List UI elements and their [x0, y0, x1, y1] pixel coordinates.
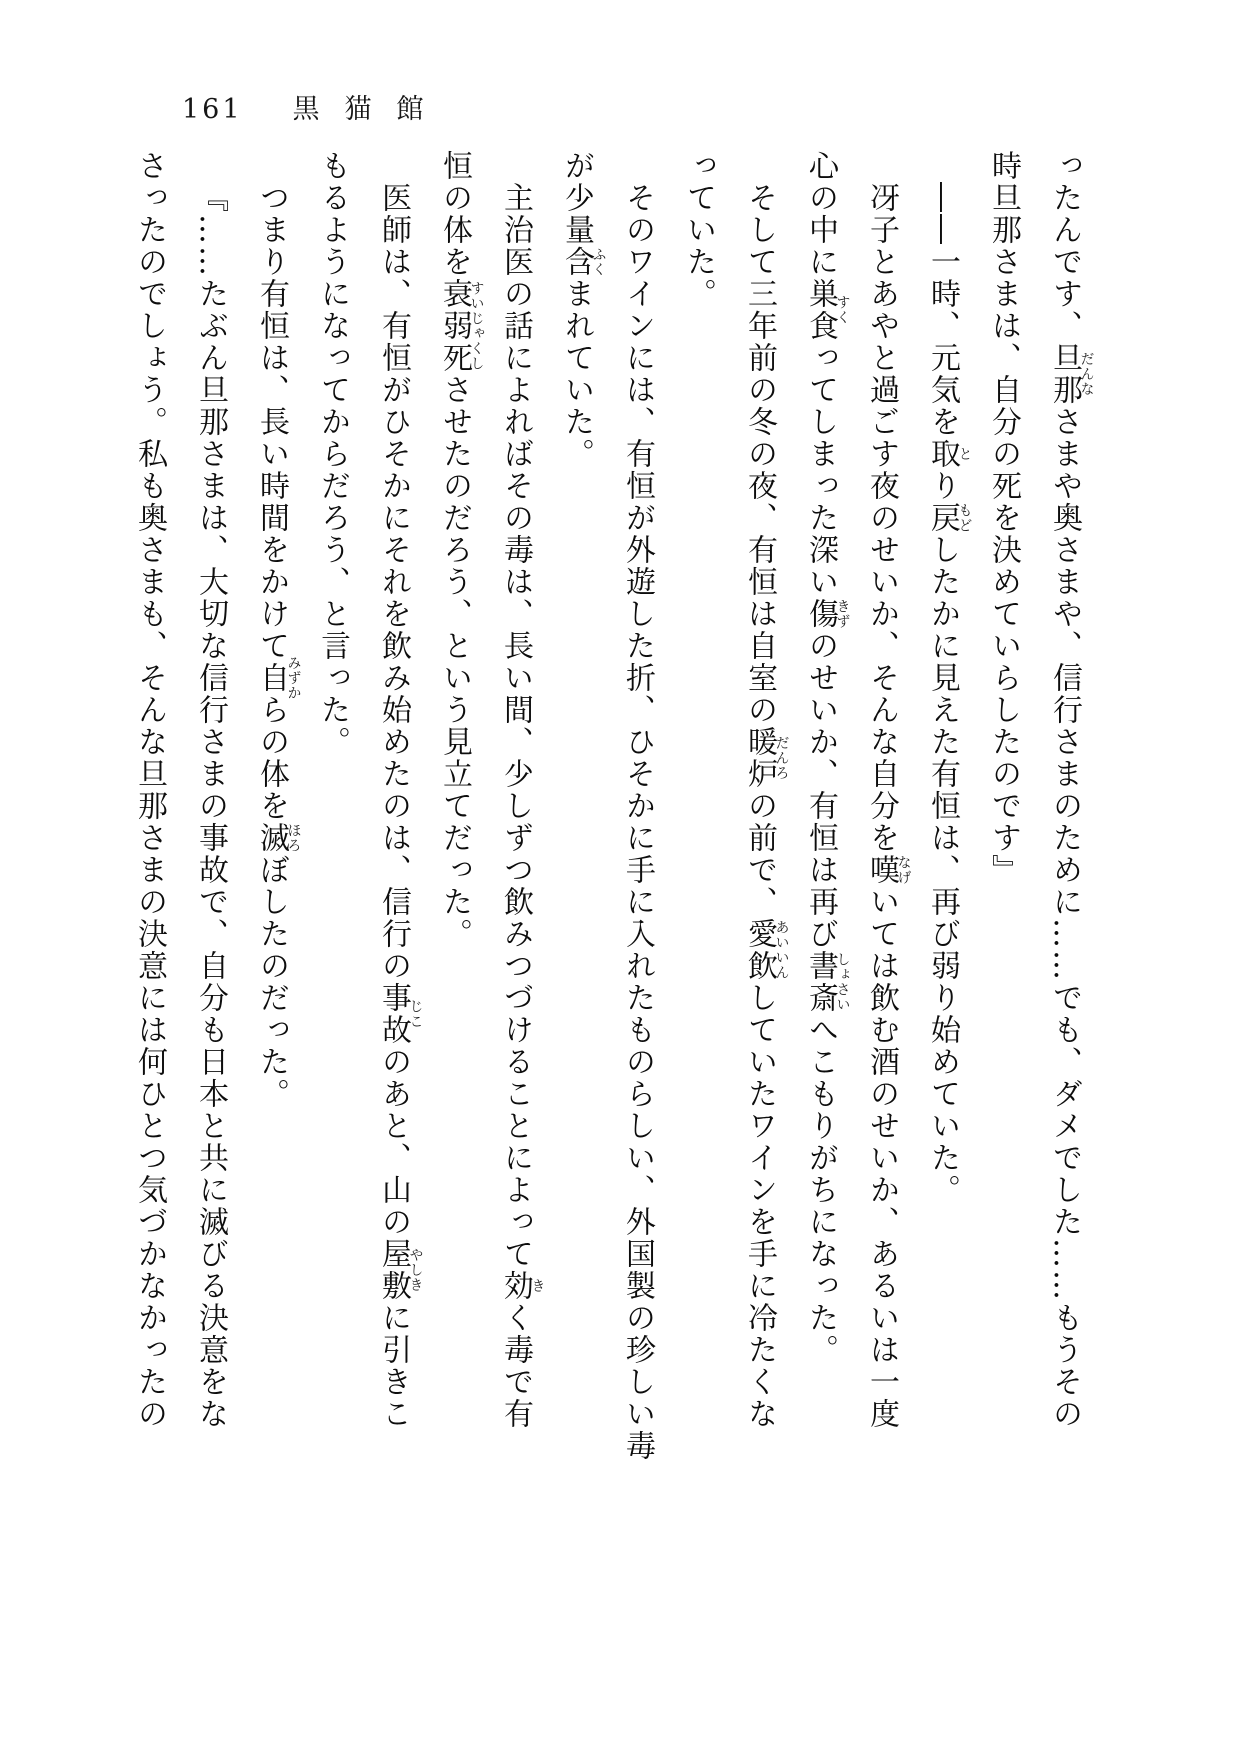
ruby-annotated-word: 書斎しょさい — [803, 950, 851, 1014]
furigana: やしき — [407, 1238, 424, 1302]
furigana: しょさい — [834, 950, 851, 1014]
ruby-annotated-word: 衰弱死すいじゃくし — [437, 278, 485, 374]
furigana: もど — [956, 502, 973, 534]
text-line: さったのでしょう。私も奥さまも、そんな旦那さまの決意には何ひとつ気づかなかったの — [132, 150, 167, 1430]
furigana: き — [529, 1270, 546, 1302]
text-line: そして三年前の冬の夜、有恒は自室の暖炉だんろの前で、愛飲あいいんしていたワインを手に冷たくな — [742, 182, 790, 1430]
ruby-annotated-word: 嘆なげ — [864, 854, 912, 886]
ruby-annotated-word: 事故じこ — [376, 982, 424, 1046]
furigana: あいいん — [773, 918, 790, 982]
furigana: じこ — [407, 982, 424, 1046]
text-line: 恒の体を衰弱死すいじゃくしさせたのだろう、という見立てだった。 — [437, 150, 485, 950]
text-line: 主治医の話によればその毒は、長い間、少しずつ飲みつづけることによって効きく毒で有 — [498, 182, 546, 1430]
ruby-annotated-word: 含ふく — [559, 246, 607, 278]
running-head — [182, 96, 449, 123]
text-line: が少量含ふくまれていた。 — [559, 150, 607, 470]
text-line: 『……たぶん旦那さまは、大切な信行さまの事故で、自分も日本と共に滅びる決意をな — [193, 182, 228, 1430]
furigana: だんろ — [773, 726, 790, 790]
text-block — [119, 150, 1095, 1495]
ruby-annotated-word: 戻もど — [925, 502, 973, 534]
furigana: だんな — [1078, 342, 1095, 406]
ruby-annotated-word: 巣食すく — [803, 278, 851, 342]
text-line: つまり有恒は、長い時間をかけて自みずからの体を滅ほろぼしたのだった。 — [254, 182, 302, 1110]
text-line: ――一時、元気を取とり戻もどしたかに見えた有恒は、再び弱り始めていた。 — [925, 182, 973, 1206]
text-line: そのワインには、有恒が外遊した折、ひそかに手に入れたものらしい、外国製の珍しい毒 — [620, 182, 655, 1462]
furigana: ほろ — [285, 822, 302, 854]
text-line: ったんです、旦那だんなさまや奥さまや、信行さまのために……でも、ダメでした……もうその — [1047, 150, 1095, 1430]
furigana: なげ — [895, 854, 912, 886]
ruby-annotated-word: 屋敷やしき — [376, 1238, 424, 1302]
furigana: みずか — [285, 655, 302, 701]
furigana: ふく — [590, 246, 607, 278]
book-title: 黒猫館 — [292, 94, 449, 125]
ruby-annotated-word: 取と — [925, 438, 973, 470]
furigana: すく — [834, 278, 851, 342]
text-line: っていた。 — [681, 150, 716, 310]
furigana: すいじゃくし — [468, 278, 485, 374]
ruby-annotated-word: 愛飲あいいん — [742, 918, 790, 982]
ruby-annotated-word: 暖炉だんろ — [742, 726, 790, 790]
ruby-annotated-word: 旦那だんな — [1047, 342, 1095, 406]
text-line: 医師は、有恒がひそかにそれを飲み始めたのは、信行の事故じこのあと、山の屋敷やしきに引きこ — [376, 182, 424, 1430]
ruby-annotated-word: 効き — [498, 1270, 546, 1302]
text-line: 冴子とあやと過ごす夜のせいか、そんな自分を嘆なげいては飲む酒のせいか、あるいは一度 — [864, 182, 912, 1430]
text-line: もるようになってからだろう、と言った。 — [315, 150, 350, 758]
text-line: 時旦那さまは、自分の死を決めていらしたのです』 — [986, 150, 1021, 886]
page-number: 161 — [182, 94, 243, 125]
text-line: 心の中に巣食すくってしまった深い傷きずのせいか、有恒は再び書斎しょさいへこもりがちになった。 — [803, 150, 851, 1366]
ruby-annotated-word: 傷きず — [803, 598, 851, 630]
ruby-annotated-word: 滅ほろ — [254, 822, 302, 854]
ruby-annotated-word: 自みずか — [254, 655, 302, 701]
furigana: と — [956, 438, 973, 470]
furigana: きず — [834, 598, 851, 630]
